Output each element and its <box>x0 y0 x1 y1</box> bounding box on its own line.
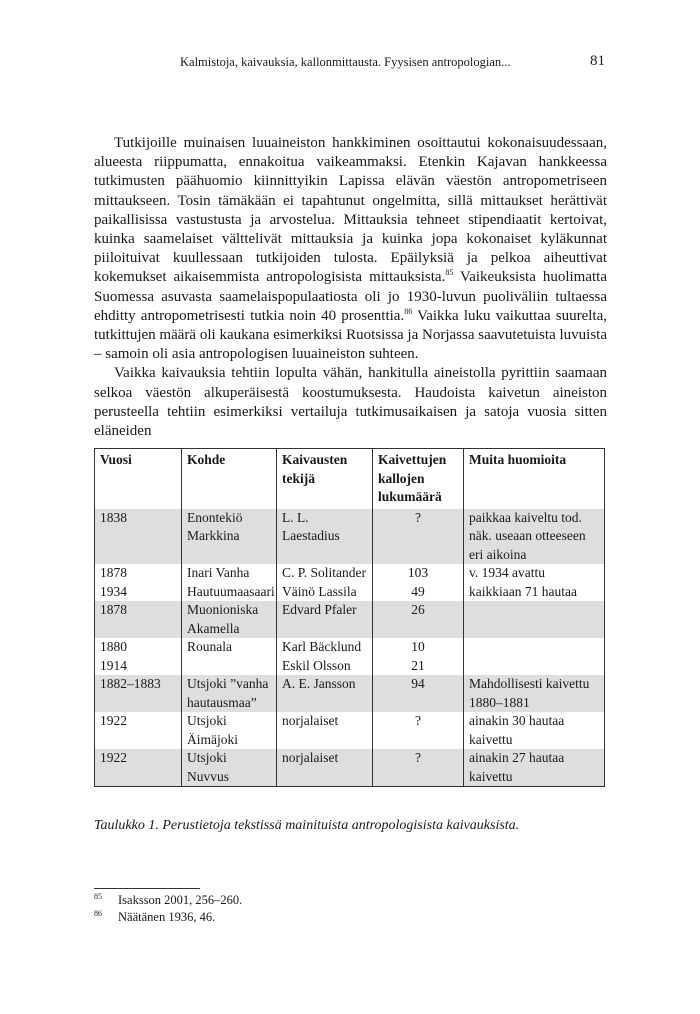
cell-site <box>182 657 277 676</box>
cell-year: 1882–1883 <box>95 675 182 712</box>
cell-skulls: ? <box>373 712 464 749</box>
footnotes <box>94 892 242 925</box>
cell-site: Utsjoki ”vanha hautausmaa” <box>182 675 277 712</box>
cell-excavator: Eskil Olsson <box>277 657 373 676</box>
cell-excavator: L. L. Laestadius <box>277 509 373 565</box>
cell-excavator: norjalaiset <box>277 749 373 787</box>
cell-notes: v. 1934 avattu <box>464 564 605 583</box>
table-row <box>95 675 605 712</box>
cell-excavator: A. E. Jansson <box>277 675 373 712</box>
table-caption: Taulukko 1. Perustietoja tekstissä mainituista antropologisista kaivauksista. <box>94 818 520 833</box>
running-head <box>0 53 700 71</box>
paragraph-1-part-b: Vaikeuksista huolimatta Suomessa asuvasta saamelaispopulaatiosta oli jo 1930-luvun puoliväliin tultaessa ehditty antropometrisesti tutkia noin 40 prosenttia. <box>94 269 607 324</box>
footnote-number: 86 <box>94 908 102 918</box>
cell-excavator: norjalaiset <box>277 712 373 749</box>
footnote-number: 85 <box>94 892 102 901</box>
footnote-ref-85[interactable]: 85 <box>445 268 454 278</box>
cell-skulls: 21 <box>373 657 464 676</box>
cell-site: Rounala <box>182 638 277 657</box>
cell-notes <box>464 657 605 676</box>
footnote-86 <box>94 909 242 926</box>
table-row <box>95 657 605 676</box>
paragraph-1-part-c: Vaikka luku vaikuttaa suurelta, tutkittujen määrä oli kaukana esimerkiksi Ruotsissa ja Norjassa saavutetuista luvuista – samoin oli asia antropologisen luuaineiston suhteen. <box>94 307 607 363</box>
cell-notes: ainakin 27 hautaa kaivettu <box>464 749 605 787</box>
cell-notes: ainakin 30 hautaa kaivettu <box>464 712 605 749</box>
footnote-85 <box>94 892 242 909</box>
cell-excavator: Karl Bäcklund <box>277 638 373 657</box>
cell-excavator: Edvard Pfaler <box>277 601 373 638</box>
header-skulls: Kaivettujen kallojen lukumäärä <box>373 449 464 509</box>
paragraph-1 <box>94 134 607 364</box>
paragraph-1-part-a: Tutkijoille muinaisen luuaineiston hankkiminen osoittautui kokonaisuudessaan, alueesta riippumatta, ennakoitua vaikeammaksi. Etenkin Kajavan hankkeessa tutkimusten päähuomio kiinnittyikin Lapissa elävän väestön antropometriseen mittaukseen. Tosin tämäkään ei tapahtunut ongelmitta, sillä mittaukset herättivät paikallisissa vastustusta ja arvostelua. Mittauksia tehneet stipendiaatit kertoivat, kuinka saamelaiset välttelivät mittauksia ja kuinka jopa kokonaiset kyläkunnat piiloituivat kuullessaan tutkijoiden tulosta. Epäilyksiä ja pelkoa aiheuttivat kokemukset aikaisemmista antropologisista mittauksista. <box>94 135 607 286</box>
table-row <box>95 749 605 787</box>
cell-year: 1880 <box>95 638 182 657</box>
footnote-text: Näätänen 1936, 46. <box>118 909 216 924</box>
header-site: Kohde <box>182 449 277 509</box>
cell-notes: Mahdollisesti kaivettu 1880–1881 <box>464 675 605 712</box>
cell-skulls: 10 <box>373 638 464 657</box>
cell-site: Utsjoki Nuvvus <box>182 749 277 787</box>
footnote-text: Isaksson 2001, 256–260. <box>118 893 243 907</box>
cell-skulls: ? <box>373 749 464 787</box>
table-row <box>95 564 605 583</box>
cell-excavator: C. P. Solitander <box>277 564 373 583</box>
cell-year: 1934 <box>95 583 182 602</box>
footnote-divider <box>94 888 200 889</box>
cell-skulls: 103 <box>373 564 464 583</box>
cell-excavator: Väinö Lassila <box>277 583 373 602</box>
cell-skulls: 94 <box>373 675 464 712</box>
table-row <box>95 509 605 565</box>
cell-skulls: ? <box>373 509 464 565</box>
cell-notes <box>464 601 605 638</box>
paragraph-2: Vaikka kaivauksia tehtiin lopulta vähän, hankitulla aineistolla pyrittiin saamaan selkoa väestön alkuperäisestä koostumuksesta. Haudoista kaivetun aineiston perusteella tehtiin esimerkiksi vertailuja tutkimusaikaisen ja satoja vuosia sitten eläneiden <box>94 365 607 440</box>
cell-skulls: 26 <box>373 601 464 638</box>
header-excavator: Kaivausten tekijä <box>277 449 373 509</box>
cell-year: 1914 <box>95 657 182 676</box>
table-row <box>95 583 605 602</box>
page-number: 81 <box>590 53 605 69</box>
table-row <box>95 638 605 657</box>
cell-site: Inari Vanha <box>182 564 277 583</box>
header-year: Vuosi <box>95 449 182 509</box>
cell-notes <box>464 638 605 657</box>
table-row <box>95 601 605 638</box>
cell-year: 1922 <box>95 749 182 787</box>
table-header-row <box>95 449 605 509</box>
cell-year: 1878 <box>95 601 182 638</box>
header-notes: Muita huomioita <box>464 449 605 509</box>
cell-year: 1922 <box>95 712 182 749</box>
cell-site: Hautuumaasaari <box>182 583 277 602</box>
cell-site: Utsjoki Äimäjoki <box>182 712 277 749</box>
cell-year: 1878 <box>95 564 182 583</box>
body-text <box>94 134 607 441</box>
cell-year: 1838 <box>95 509 182 565</box>
cell-site: Muonioniska Akamella <box>182 601 277 638</box>
running-title: Kalmistoja, kaivauksia, kallonmittausta. Fyysisen antropologian... <box>180 55 511 69</box>
cell-site: Enontekiö Markkina <box>182 509 277 565</box>
excavation-table <box>94 448 604 787</box>
cell-skulls: 49 <box>373 583 464 602</box>
cell-notes: kaikkiaan 71 hautaa <box>464 583 605 602</box>
cell-notes: paikkaa kaiveltu tod. näk. useaan otteeseen eri aikoina <box>464 509 605 565</box>
table-row <box>95 712 605 749</box>
footnote-ref-86[interactable]: 86 <box>404 306 413 316</box>
